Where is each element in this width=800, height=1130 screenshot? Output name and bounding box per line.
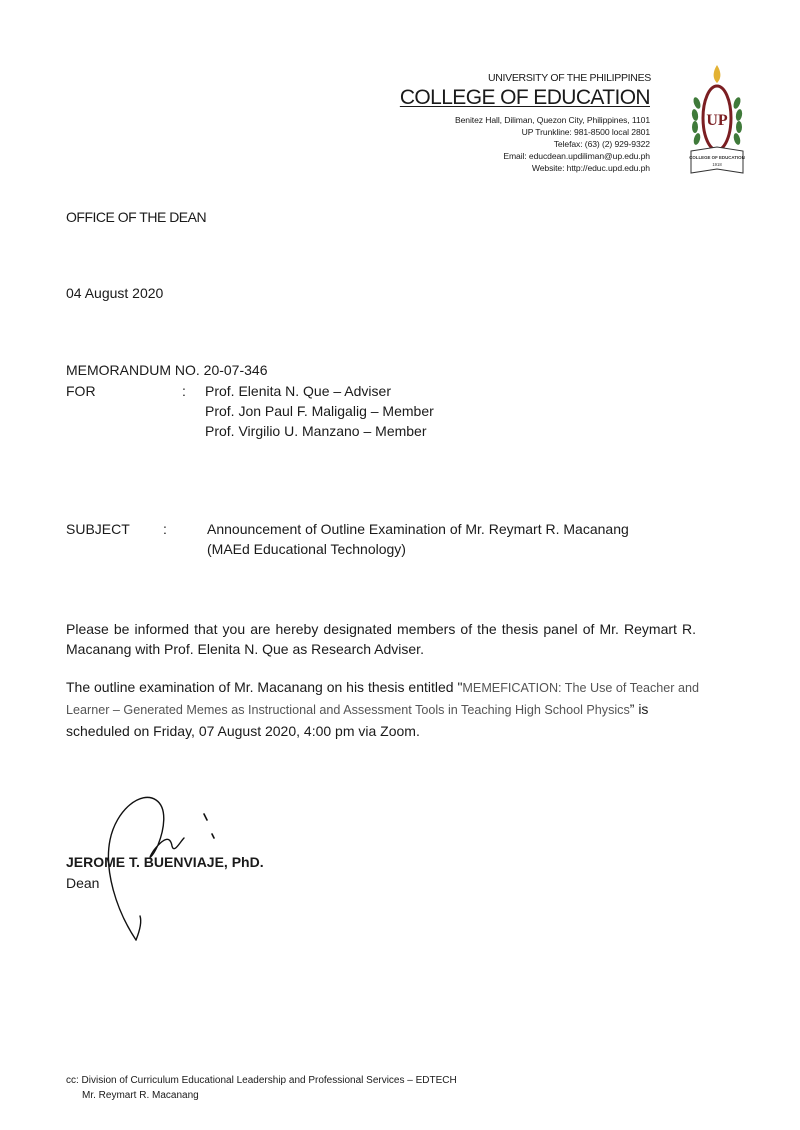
signatory-name <box>66 854 264 870</box>
subject-text: Announcement of Outline Examination of Mr. Reymart R. Macanang <box>207 521 629 537</box>
trunkline: UP Trunkline: 981-8500 local 2801 <box>521 127 650 137</box>
cc-line: Mr. Reymart R. Macanang <box>82 1090 199 1101</box>
memo-number: MEMORANDUM NO. 20-07-346 <box>66 362 268 378</box>
paragraph-tail: ” is scheduled on Friday, 07 August 2020, 4:00 pm via Zoom. <box>66 701 649 739</box>
for-colon: : <box>182 383 186 399</box>
for-label: FOR <box>66 383 96 399</box>
thesis-title: MEMEFICATION: The Use of Teacher and Learner – Generated Memes as Instructional and Assessment Tools in Teaching High School Physics <box>66 681 699 717</box>
handwritten-signature <box>96 790 226 950</box>
seal-banner: COLLEGE OF EDUCATION <box>689 155 745 160</box>
seal-monogram: UP <box>706 112 728 129</box>
subject-colon: : <box>163 521 167 537</box>
recipient: Prof. Jon Paul F. Maligalig – Member <box>205 403 434 419</box>
body-paragraph-2 <box>66 677 706 742</box>
subject-label: SUBJECT <box>66 521 130 537</box>
recipient: Prof. Elenita N. Que – Adviser <box>205 383 391 399</box>
office-heading: OFFICE OF THE DEAN <box>66 209 207 225</box>
body-paragraph-1: Please be informed that you are hereby designated members of the thesis panel of Mr. Reymart R. Macanang with Prof. Elenita N. Que as Research Adviser. <box>66 621 696 657</box>
signatory-title: Dean <box>66 875 100 891</box>
signatory-name-text: JEROME T. BUENVIAJE, PhD. <box>66 854 264 870</box>
recipient: Prof. Virgilio U. Manzano – Member <box>205 423 427 439</box>
email: Email: educdean.updiliman@up.edu.ph <box>503 151 650 161</box>
cc-line: cc: Division of Curriculum Educational Leadership and Professional Services – EDTECH <box>66 1075 457 1086</box>
memo-date: 04 August 2020 <box>66 285 164 301</box>
college-name: COLLEGE OF EDUCATION <box>399 86 650 109</box>
website: Website: http://educ.upd.edu.ph <box>531 163 650 173</box>
university-name: UNIVERSITY OF THE PHILIPPINES <box>487 72 651 84</box>
address-line: Benitez Hall, Diliman, Quezon City, Philippines, 1101 <box>455 115 650 125</box>
paragraph-lead: The outline examination of Mr. Macanang on his thesis entitled " <box>66 679 463 695</box>
college-seal-logo <box>687 63 747 177</box>
subject-program: (MAEd Educational Technology) <box>207 541 406 557</box>
seal-year: 1918 <box>712 162 722 167</box>
telefax: Telefax: (63) (2) 929-9322 <box>553 139 650 149</box>
